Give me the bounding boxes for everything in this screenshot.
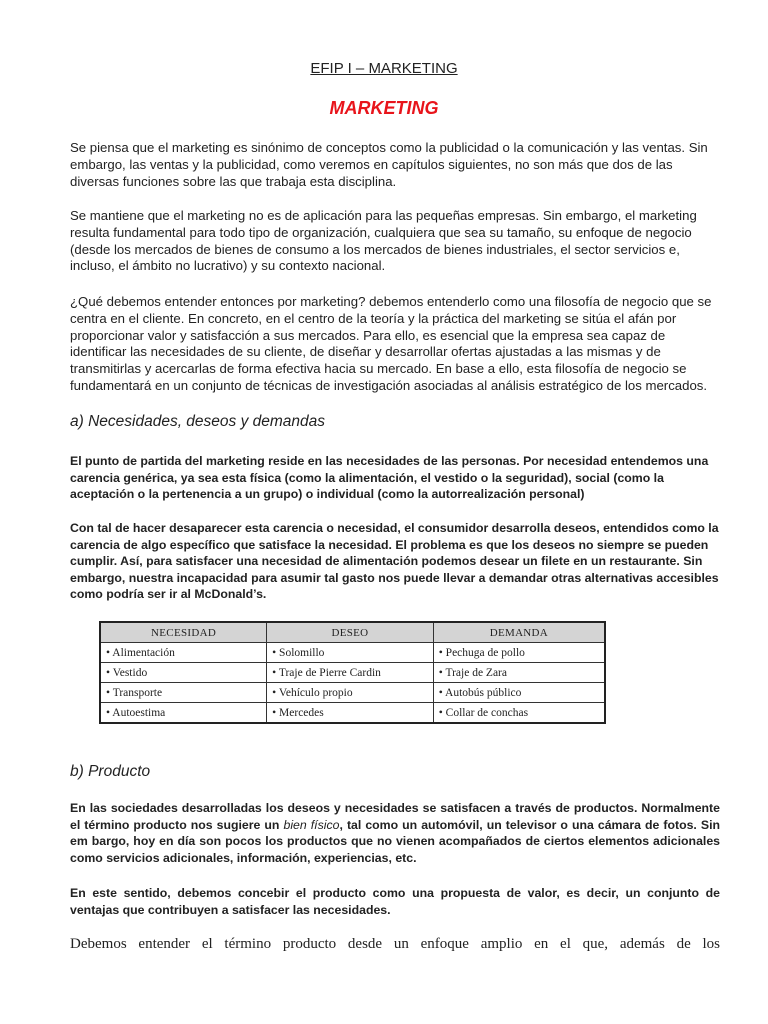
document-header: EFIP I – MARKETING bbox=[310, 60, 458, 77]
emphasis-bien-fisico: bien físico bbox=[283, 817, 340, 832]
table-header-deseo: DESEO bbox=[267, 622, 434, 643]
table-header-demanda: DEMANDA bbox=[433, 622, 605, 643]
table-header-necesidad: NECESIDAD bbox=[100, 622, 267, 643]
table-header-row bbox=[100, 622, 605, 643]
table-cell: • Traje de Pierre Cardin bbox=[267, 663, 434, 683]
section-a-paragraph-2: Con tal de hacer desaparecer esta carencia o necesidad, el consumidor desarrolla deseos, entendidos como la carencia de algo específico que satisface la necesidad. El problema es que los deseos no siempre se pueden cumplir. Así, para satisfacer una necesidad de alimentación podemos desear un filete en un restaurante. Sin embargo, nuestra incapacidad para asumir tal gasto nos puede llevar a demandar otras alternativas accesibles como podría ser ir al McDonald’s. bbox=[70, 521, 719, 601]
table-row bbox=[100, 643, 605, 663]
table-cell: • Vestido bbox=[100, 663, 267, 683]
table-cell: • Autobús público bbox=[433, 683, 605, 703]
table-row bbox=[100, 683, 605, 703]
section-b-heading: b) Producto bbox=[70, 763, 151, 780]
table-cell: • Vehículo propio bbox=[267, 683, 434, 703]
table-cell: • Traje de Zara bbox=[433, 663, 605, 683]
intro-paragraph-1: Se piensa que el marketing es sinónimo de conceptos como la publicidad o la comunicación y las ventas. Sin embargo, las ventas y la publicidad, como veremos en capítulos siguientes, no son más que dos de las diversas funciones sobre las que trabaja esta disciplina. bbox=[70, 140, 708, 189]
table-row bbox=[100, 703, 605, 724]
table-cell: • Solomillo bbox=[267, 643, 434, 663]
section-a-heading: a) Necesidades, deseos y demandas bbox=[70, 413, 326, 430]
section-b-paragraph-3: Debemos entender el término producto desde un enfoque amplio en el que, además de los bbox=[70, 936, 720, 952]
table-row bbox=[100, 663, 605, 683]
section-b-paragraph-1 bbox=[70, 800, 720, 866]
section-b-paragraph-1-part-a: En las sociedades desarrolladas los deseos y necesidades se satisfacen a través de productos. Normalmente el término producto nos sugiere un bbox=[70, 801, 720, 832]
needs-table bbox=[99, 621, 606, 724]
document-title: MARKETING bbox=[329, 98, 439, 118]
table-cell: • Autoestima bbox=[100, 703, 267, 724]
table-cell: • Collar de conchas bbox=[433, 703, 605, 724]
section-b-paragraph-2: En este sentido, debemos concebir el producto como una propuesta de valor, es decir, un conjunto de ventajas que contribuyen a satisfacer las necesidades. bbox=[70, 886, 720, 917]
table-cell: • Pechuga de pollo bbox=[433, 643, 605, 663]
table-cell: • Mercedes bbox=[267, 703, 434, 724]
table-cell: • Transporte bbox=[100, 683, 267, 703]
section-a-paragraph-1: El punto de partida del marketing reside en las necesidades de las personas. Por necesidad entendemos una carencia genérica, ya sea esta física (como la alimentación, el vestido o la seguridad), social (como la aceptación o la pertenencia a un grupo) o individual (como la autorrealización personal) bbox=[70, 454, 709, 501]
intro-paragraph-2: Se mantiene que el marketing no es de aplicación para las pequeñas empresas. Sin embargo, el marketing resulta fundamental para todo tipo de organización, cualquiera que sea su tamaño, su enfoque de negocio (desde los mercados de bienes de consumo a los mercados de bienes industriales, el sector servicios e, incluso, el ámbito no lucrativo) y su contexto nacional. bbox=[70, 208, 697, 274]
intro-paragraph-3: ¿Qué debemos entender entonces por marketing? debemos entenderlo como una filosofía de negocio que se centra en el cliente. En concreto, en el centro de la teoría y la práctica del marketing se sitúa el afán por proporcionar valor y satisfacción a sus mercados. Para ello, es esencial que la empresa sea capaz de identificar las necesidades de su cliente, de diseñar y desarrollar ofertas ajustadas a las mismas y de transmitirlas y acercarlas de forma efectiva hacia su mercado. En base a ello, esta filosofía de negocio se fundamentará en un conjunto de técnicas de investigación asociadas al análisis estratégico de los mercados. bbox=[70, 294, 712, 393]
table-cell: • Alimentación bbox=[100, 643, 267, 663]
section-b-paragraph-1-part-b: , tal como un automóvil, un televisor o una cámara de fotos. Sin em bargo, hoy en día son pocos los productos que no vienen acompañados de ciertos elementos adicionales como servicios adicionales, información, experiencias, etc. bbox=[70, 817, 721, 865]
